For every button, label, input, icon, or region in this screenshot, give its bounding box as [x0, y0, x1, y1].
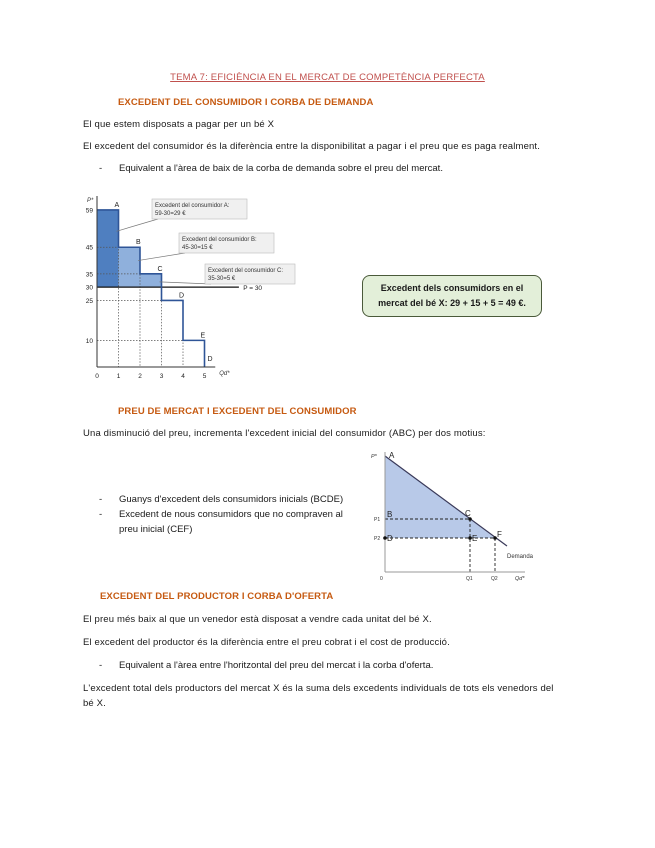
price-label-p1: P1 — [374, 517, 381, 523]
section-heading-consumer-surplus: EXCEDENT DEL CONSUMIDOR I CORBA DE DEMANDA — [118, 97, 374, 108]
y-tick-label: 10 — [85, 337, 93, 345]
demand-end-label: D — [207, 356, 213, 363]
x-tick-label: 0 — [95, 373, 99, 380]
x-axis-label: Qd* — [219, 371, 230, 377]
x-tick-label: 4 — [181, 373, 185, 380]
page-title: TEMA 7: EFICIÈNCIA EN EL MERCAT DE COMPETÈNCIA PERFECTA — [170, 72, 485, 83]
market-price-label: P = 30 — [243, 285, 263, 293]
quantity-label-q2: Q2 — [491, 576, 498, 582]
annotation-line-1: Excedent del consumidor A: — [155, 203, 230, 209]
annotation-leader-line — [117, 219, 159, 231]
paragraph-lowest-price: El preu més baix al que un venedor està disposat a vendre cada unitat del bé X. — [83, 614, 432, 625]
point-label-f: F — [497, 530, 502, 539]
callout-line-1: Excedent dels consumidors en el — [380, 283, 524, 293]
step-demand-chart — [80, 190, 320, 390]
price-label-p2: P2 — [374, 536, 381, 542]
x-tick-label: 3 — [159, 373, 164, 380]
demand-curve-label: Demanda — [507, 554, 534, 560]
x-tick-label: 5 — [202, 373, 207, 380]
origin-label: 0 — [380, 576, 383, 582]
y-tick-label: 59 — [85, 207, 93, 215]
y-tick-label: 30 — [85, 284, 93, 292]
paragraph-producer-definition: El excedent del productor és la diferència entre el preu cobrat i el cost de producció. — [83, 637, 450, 648]
surplus-area-a — [97, 210, 119, 287]
y-axis-label: P* — [371, 454, 377, 460]
annotation-leader-line — [138, 253, 185, 261]
annotation-line-1: Excedent del consumidor B: — [182, 237, 257, 243]
point-label-d: D — [387, 534, 393, 543]
annotation-line-2: 59-30=29 € — [155, 211, 186, 217]
annotation-line-2: 45-30=15 € — [182, 245, 213, 251]
y-tick-label: 35 — [85, 271, 93, 279]
point-label-b: B — [387, 510, 393, 519]
document-page: TEMA 7: EFICIÈNCIA EN EL MERCAT DE COMPETÈNCIA PERFECTA EXCEDENT DEL CONSUMIDOR I CORBA DE DEMANDA El que estem disposats a pagar per un bé X El excedent del consumidor és la diferència entre la disponibilitat a pagar i el preu que es paga realment. - Equivalent a l'àrea de baix de la corba de demanda sobre el preu del mercat. P = 30 A B C D E D P* Qd* 59 45 35 30 25 10 0 1 2 3 4 5 Excedent del consumidor A: 59-30=29 € Excedent del consumidor B: 45-30=15 € Excedent del consumidor C: 35-30=5 € Excedent dels consumidors en el mercat del bé X: 29 + 15 + 5 = 49 €. PREU DE MERCAT I EXCEDENT DEL CONSUMIDOR Una disminució del preu, incrementa l'excedent inicial del consumidor (ABC) per dos motius: - Guanys d'excedent dels consumidors inicials (BCDE) - Excedent de nous consumidors que no compraven al preu inicial (CEF) A B C D E F P1 P2 Q1 Q2 0 P* Qd* Demanda EXCEDENT DEL PRODUCTOR I CORBA D'OFERTA El preu més baix al que un venedor està disposat a vendre cada unitat del bé X. El excedent del productor és la diferència entre el preu cobrat i el cost de producció. - Equivalent a l'àrea entre l'horitzontal del preu del mercat i la corba d'oferta. L'excedent total dels productors del mercat X és la suma dels excedents individuals de tots els venedors del bé X. — [0, 0, 655, 848]
y-tick-label: 25 — [85, 297, 93, 305]
annotation-line-2: 35-30=5 € — [208, 276, 236, 282]
point-label-c: C — [157, 265, 163, 273]
bullet-text: Equivalent a l'àrea entre l'horitzontal del preu del mercat i la corba d'oferta. — [119, 660, 434, 671]
y-axis-label: P* — [87, 198, 94, 204]
surplus-area-c — [140, 274, 162, 287]
x-tick-label: 2 — [138, 373, 142, 380]
paragraph-definition: El excedent del consumidor és la diferència entre la disponibilitat a pagar i el preu que es paga realment. — [83, 141, 541, 152]
point-label-a: A — [389, 451, 395, 460]
point-label-c: C — [465, 509, 471, 518]
annotation-line-1: Excedent del consumidor C: — [208, 268, 284, 274]
point-label-e: E — [472, 534, 478, 543]
bullet-text: Guanys d'excedent dels consumidors inicials (BCDE) — [119, 494, 344, 505]
paragraph-price-decrease: Una disminució del preu, incrementa l'excedent inicial del consumidor (ABC) per dos motius: — [83, 428, 486, 439]
surplus-area-b — [119, 247, 141, 287]
x-tick-label: 1 — [116, 373, 121, 380]
bullet-text: Equivalent a l'àrea de baix de la corba de demanda sobre el preu del mercat. — [119, 163, 443, 174]
callout-line-2: mercat del bé X: 29 + 15 + 5 = 49 €. — [378, 298, 526, 308]
paragraph-total-producer-surplus-line-2: bé X. — [83, 698, 106, 709]
x-axis-label: Qd* — [515, 576, 525, 582]
y-tick-label: 45 — [85, 244, 93, 252]
point-label-d: D — [179, 292, 185, 300]
callout-total-surplus — [362, 275, 542, 317]
point-label-e: E — [200, 332, 206, 340]
point-label-b: B — [136, 239, 141, 247]
paragraph-willingness: El que estem disposats a pagar per un bé X — [83, 119, 275, 130]
section-heading-producer-surplus: EXCEDENT DEL PRODUCTOR I CORBA D'OFERTA — [100, 591, 334, 602]
point-label-a: A — [114, 201, 120, 209]
quantity-label-q1: Q1 — [466, 576, 473, 582]
section-heading-market-price: PREU DE MERCAT I EXCEDENT DEL CONSUMIDOR — [118, 406, 357, 417]
annotation-leader-line — [160, 282, 212, 284]
paragraph-total-producer-surplus-line-1: L'excedent total dels productors del mercat X és la suma dels excedents individuals de tots els venedors del — [83, 683, 554, 694]
linear-demand-chart — [365, 448, 545, 586]
bullet-text-line-2: preu inicial (CEF) — [119, 524, 193, 535]
bullet-text-line-1: Excedent de nous consumidors que no compraven al — [119, 509, 343, 520]
